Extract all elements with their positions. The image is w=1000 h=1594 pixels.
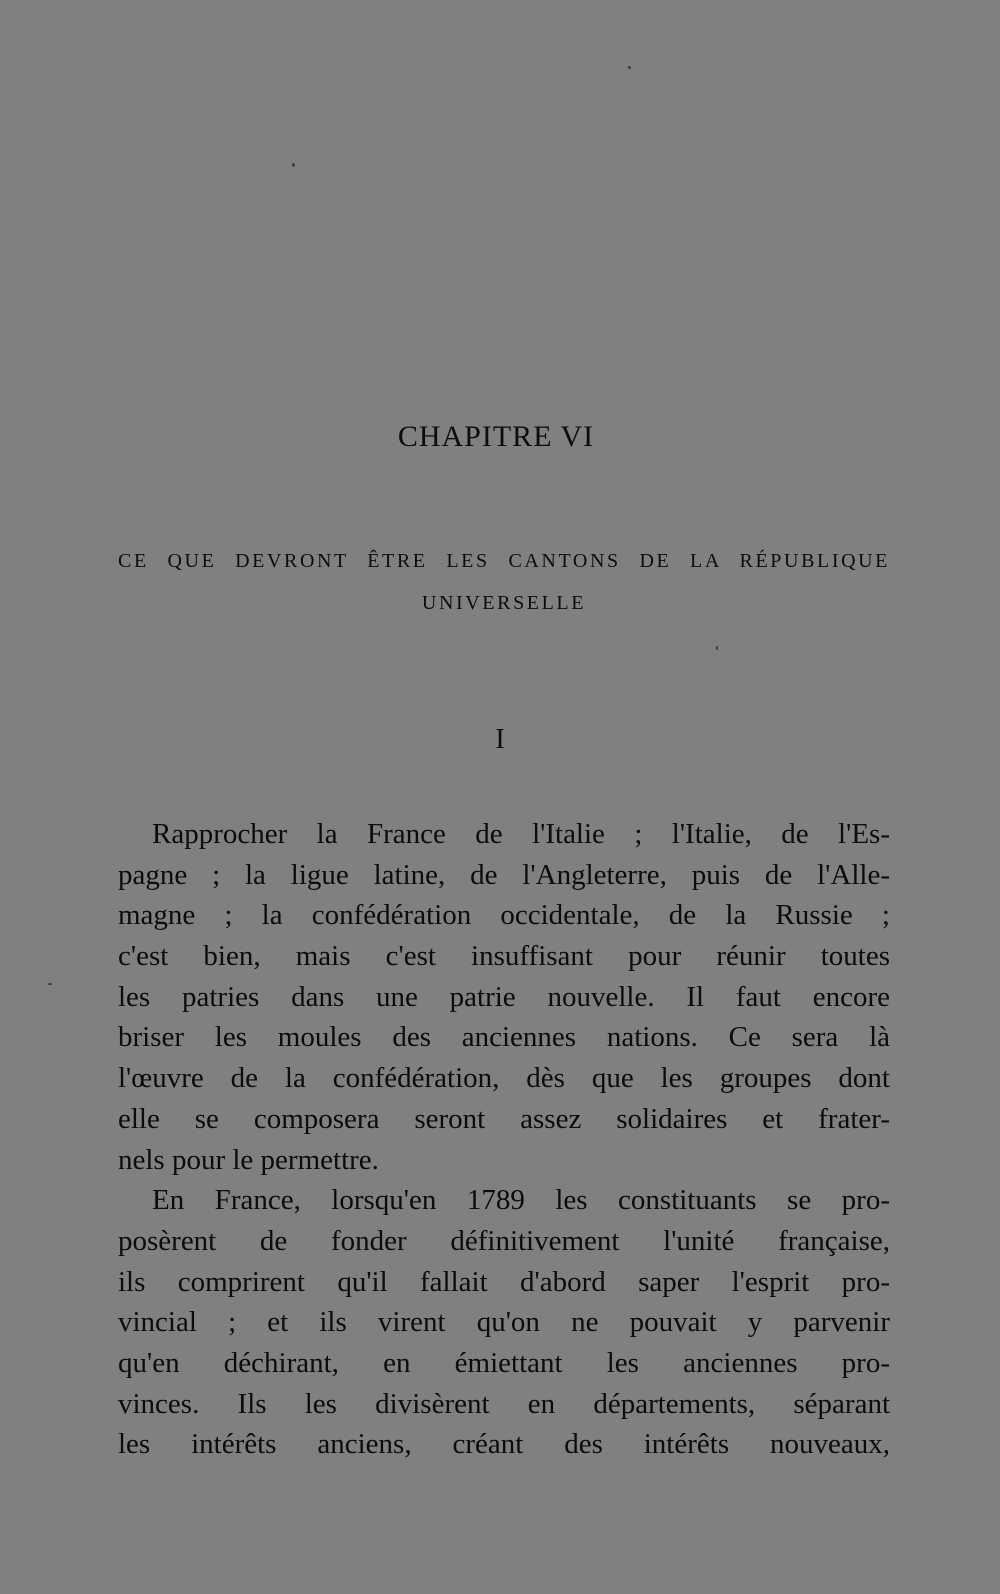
chapter-subtitle: CE QUE DEVRONT ÊTRE LES CANTONS DE LA RÉPUBLIQUE UNIVERSELLE xyxy=(118,550,890,614)
text-line: elle se composera seront assez solidaires et frater- xyxy=(118,1102,890,1135)
text-line: qu'en déchirant, en émiettant les anciennes pro- xyxy=(118,1346,890,1379)
text-line: les intérêts anciens, créant des intérêts nouveaux, xyxy=(118,1428,890,1461)
body-text xyxy=(118,814,890,1465)
text-line: magne ; la confédération occidentale, de la Russie ; xyxy=(118,899,890,932)
text-line: nels pour le permettre. xyxy=(118,1143,379,1176)
text-line: ils comprirent qu'il fallait d'abord saper l'esprit pro- xyxy=(118,1265,890,1298)
text-line: En France, lorsqu'en 1789 les constituants se pro- xyxy=(152,1184,890,1217)
text-line: Rapprocher la France de l'Italie ; l'Italie, de l'Es- xyxy=(152,818,890,850)
text-line: posèrent de fonder définitivement l'unité française, xyxy=(118,1224,890,1257)
print-speck xyxy=(716,646,718,650)
text-line: pagne ; la ligue latine, de l'Angleterre, puis de l'Alle- xyxy=(118,858,890,891)
text-line: les patries dans une patrie nouvelle. Il faut encore xyxy=(118,980,890,1013)
print-speck xyxy=(628,66,631,69)
text-line: c'est bien, mais c'est insuffisant pour réunir toutes xyxy=(118,940,890,973)
text-line: briser les moules des anciennes nations. Ce sera là xyxy=(118,1021,890,1054)
text-line: l'œuvre de la confédération, dès que les groupes dont xyxy=(118,1062,890,1095)
text-line: vincial ; et ils virent qu'on ne pouvait y parvenir xyxy=(118,1306,890,1339)
print-speck xyxy=(48,983,52,985)
print-speck xyxy=(292,163,295,167)
section-number: I xyxy=(495,724,505,755)
text-line: vinces. Ils les divisèrent en départements, séparant xyxy=(118,1387,890,1420)
chapter-title: CHAPITRE VI xyxy=(397,420,595,453)
